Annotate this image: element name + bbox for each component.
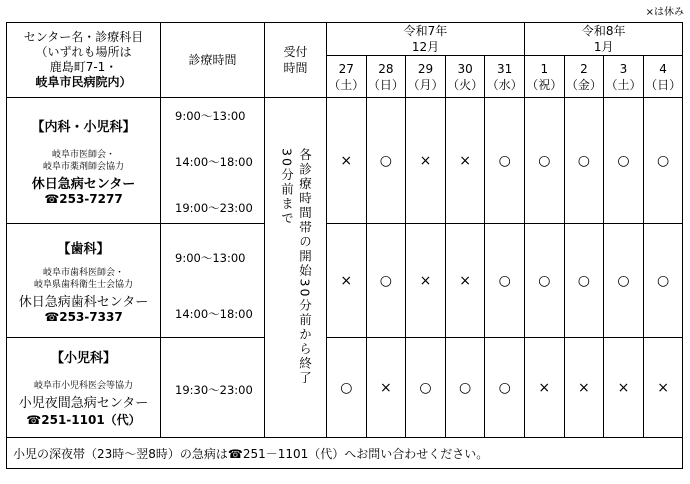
facility-name: 休日急病歯科センター (18, 294, 149, 310)
section-assoc: 岐阜県歯科衛生士会協力 (33, 279, 133, 290)
facility-name: 小児夜間急病センター (18, 396, 149, 411)
day-number: 31 (497, 61, 513, 76)
day-number: 28 (378, 61, 394, 76)
hours-slot: 19:30～23:00 (175, 383, 253, 397)
availability-mark: ○ (525, 224, 565, 338)
availability-mark: × (327, 224, 367, 338)
hours-slot: 9:00～13:00 (175, 109, 246, 123)
header-dec-2025 (327, 23, 525, 56)
header-reception-label (265, 23, 327, 98)
date-cell (366, 56, 406, 98)
section-assoc: 岐阜市医師会・ (51, 149, 115, 160)
facility-phone: ☎251-1101（代） (26, 413, 141, 427)
day-of-week: （火） (447, 77, 484, 92)
day-of-week: （土） (605, 77, 642, 92)
availability-mark: ○ (366, 98, 406, 224)
day-of-week: （水） (486, 77, 523, 92)
facility-name: 休日急病センター (31, 176, 136, 192)
availability-mark: ○ (485, 224, 525, 338)
hours-slot: 14:00～18:00 (175, 155, 253, 169)
date-cell (604, 56, 644, 98)
hours-cell (161, 338, 265, 438)
date-cell (327, 56, 367, 98)
availability-mark: × (445, 98, 485, 224)
availability-mark: × (643, 338, 683, 438)
date-cell (643, 56, 683, 98)
header-reception-line: 時間 (283, 61, 308, 75)
availability-mark: ○ (366, 224, 406, 338)
section-name: 【歯科】 (57, 241, 110, 257)
reception-note: 各診療時間帯の開始30分前から終了30分前まで (279, 147, 313, 385)
header-center-line: （いずれも場所は (35, 45, 132, 59)
hours-slot: 19:00～23:00 (175, 201, 253, 215)
availability-mark: ○ (327, 338, 367, 438)
header-hours-label: 診療時間 (161, 23, 265, 98)
date-cell (485, 56, 525, 98)
availability-mark: ○ (643, 98, 683, 224)
availability-mark: × (525, 338, 565, 438)
availability-mark: ○ (643, 224, 683, 338)
availability-mark: ○ (525, 98, 565, 224)
availability-mark: ○ (445, 338, 485, 438)
header-reception-line: 受付 (283, 45, 308, 59)
hours-cell (161, 98, 265, 224)
availability-mark: × (406, 98, 446, 224)
section-name: 【小児科】 (50, 351, 116, 366)
day-of-week: （日） (367, 77, 404, 92)
section-assoc: 岐阜市小児科医会等協力 (33, 381, 133, 391)
era-year: 令和8年 (581, 24, 626, 38)
availability-mark: × (604, 338, 644, 438)
availability-mark: × (564, 338, 604, 438)
availability-mark: ○ (485, 98, 525, 224)
header-center-line: 鹿島町7-1・ (49, 60, 118, 74)
hours-slot: 9:00～13:00 (175, 251, 246, 265)
header-jan-2026 (525, 23, 683, 56)
emergency-schedule-table (6, 22, 683, 469)
availability-mark: ○ (564, 224, 604, 338)
availability-mark: ○ (604, 224, 644, 338)
section-row-pediatric-night (7, 338, 683, 438)
reception-note-cell (265, 98, 327, 438)
day-of-week: （月） (407, 77, 444, 92)
availability-mark: ○ (485, 338, 525, 438)
header-center-line: センター名・診療科目 (23, 30, 144, 44)
day-number: 29 (417, 61, 434, 76)
facility-phone: ☎253-7337 (44, 309, 123, 324)
availability-mark: × (406, 224, 446, 338)
era-month: 1月 (593, 40, 614, 54)
section-row-internal (7, 98, 683, 224)
header-center-line: 岐阜市民病院内） (35, 75, 132, 89)
day-number: 1 (540, 61, 549, 76)
day-of-week: （日） (645, 77, 682, 92)
section-name: 【内科・小児科】 (31, 119, 136, 135)
day-number: 27 (338, 61, 354, 76)
date-cell (525, 56, 565, 98)
date-cell (564, 56, 604, 98)
section-assoc: 岐阜市歯科医師会・ (42, 267, 124, 278)
section-row-dental (7, 224, 683, 338)
center-cell (7, 338, 161, 438)
availability-mark: ○ (564, 98, 604, 224)
availability-mark: × (445, 224, 485, 338)
date-cell (445, 56, 485, 98)
era-year: 令和7年 (403, 24, 448, 38)
facility-phone: ☎253-7277 (44, 191, 123, 206)
holiday-note: ×は休み (645, 7, 684, 18)
hours-cell (161, 224, 265, 338)
day-of-week: （金） (565, 77, 602, 92)
header-center-label (7, 23, 161, 98)
day-of-week: （土） (328, 77, 365, 92)
availability-mark: × (327, 98, 367, 224)
era-month: 12月 (411, 40, 440, 54)
hours-slot: 14:00～18:00 (175, 307, 253, 321)
center-cell (7, 224, 161, 338)
footer-note: 小児の深夜帯（23時～翌8時）の急病は☎251－1101（代）へお問い合わせください。 (7, 438, 683, 469)
day-number: 4 (659, 61, 667, 76)
availability-mark: ○ (406, 338, 446, 438)
day-of-week: （祝） (526, 77, 563, 92)
section-assoc: 岐阜市薬剤師会協力 (42, 161, 124, 172)
date-cell (406, 56, 446, 98)
day-number: 30 (457, 61, 473, 76)
center-cell (7, 98, 161, 224)
day-number: 2 (580, 61, 588, 76)
day-number: 3 (619, 61, 628, 76)
availability-mark: ○ (604, 98, 644, 224)
availability-mark: × (366, 338, 406, 438)
